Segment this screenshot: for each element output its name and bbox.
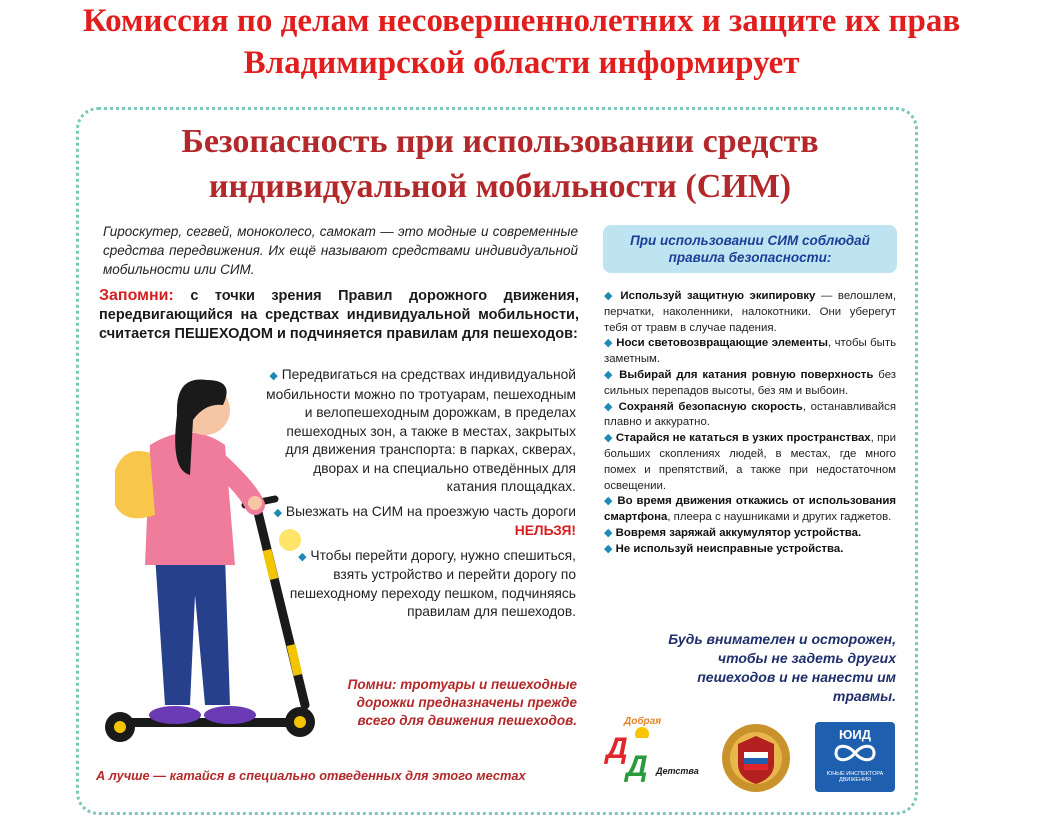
diamond-bullet-icon: ◆ bbox=[604, 337, 613, 350]
diamond-bullet-icon: ◆ bbox=[298, 550, 307, 563]
tip-item: ◆ Во время движения откажись от использования смартфона, плеера с наушниками и других гаджетов. bbox=[604, 495, 896, 524]
tip-item: ◆ Сохраняй безопасную скорость, останавливайся плавно и аккуратно. bbox=[604, 400, 897, 429]
diamond-bullet-icon: ◆ bbox=[604, 495, 614, 508]
remember-block bbox=[99, 286, 579, 344]
dobraya-doroga-logo: Д Д Добрая Детства bbox=[606, 716, 699, 783]
tip-item: ◆ Носи световозвращающие элементы, чтобы быть заметным. bbox=[604, 337, 896, 366]
diamond-bullet-icon: ◆ bbox=[269, 370, 278, 382]
diamond-bullet-icon: ◆ bbox=[604, 542, 613, 555]
pedestrian-rules bbox=[260, 366, 576, 628]
diamond-bullet-icon: ◆ bbox=[273, 506, 283, 519]
diamond-bullet-icon: ◆ bbox=[604, 526, 613, 539]
traffic-police-emblem-icon bbox=[720, 722, 792, 794]
tip-item: ◆ Старайся не кататься в узких пространствах, при больших скоплениях людей, в местах, где много помех и препятствий, а также при недостаточном освещении. bbox=[604, 432, 896, 492]
remember-text: с точки зрения Правил дорожного движения, передвигающийся на средствах индивидуальной мобильности, считается ПЕШЕХОДОМ и подчиняется правилам для пешеходов: bbox=[99, 288, 579, 342]
poster-title-line-2: индивидуальной мобильности (СИМ) bbox=[208, 168, 792, 205]
remember-label: Запомни: bbox=[99, 287, 174, 304]
infinity-icon bbox=[830, 742, 880, 764]
safety-rules-heading: При использовании СИМ соблюдай правила безопасности: bbox=[630, 233, 870, 265]
rule-item: ◆ Передвигаться на средствах индивидуальной мобильности можно по тротуарам, пешеходным и велопешеходным дорожкам, в пределах пешеходных зон, а также в местах, закрытых для движения транспорта: в парках, скверах, дворах и на специально отведённых для катания площадках. bbox=[266, 367, 576, 494]
diamond-bullet-icon: ◆ bbox=[604, 400, 614, 413]
rule-item: ◆ Выезжать на СИМ на проезжую часть дороги НЕЛЬЗЯ! bbox=[273, 503, 576, 538]
safety-tips-list bbox=[604, 289, 896, 558]
header-line-2: Владимирской области информирует bbox=[243, 45, 800, 81]
safety-rules-heading-box bbox=[603, 225, 897, 273]
diamond-bullet-icon: ◆ bbox=[604, 290, 615, 302]
diamond-bullet-icon: ◆ bbox=[604, 368, 615, 381]
sun-icon bbox=[622, 720, 662, 738]
tip-item: ◆ Используй защитную экипировку — велошлем, перчатки, наколенники, налокотники. Они уберегут тебя от травм в случае падения. bbox=[604, 290, 897, 334]
rule-item: ◆ Чтобы перейти дорогу, нужно спешиться, взять устройство и перейти дорогу по пешеходному переходу пешком, подчиняясь правилам для пешеходов. bbox=[289, 547, 576, 619]
tip-item: ◆ Не используй неисправные устройства. bbox=[604, 542, 844, 555]
tip-item: ◆ Вовремя заряжай аккумулятор устройства. bbox=[604, 526, 862, 539]
header-line-1: Комиссия по делам несовершеннолетних и защите их прав bbox=[82, 3, 961, 39]
poster-title-line-1: Безопасность при использовании средств bbox=[181, 123, 819, 160]
better-text: А лучше — катайся в специально отведенных для этого местах bbox=[96, 768, 526, 783]
uid-logo: ЮИД ЮНЫЕ ИНСПЕКТОРА ДВИЖЕНИЯ bbox=[815, 722, 895, 792]
diamond-bullet-icon: ◆ bbox=[604, 432, 613, 445]
intro-text: Гироскутер, сегвей, моноколесо, самокат — это модные и современные средства передвижения. Их ещё называют средствами индивидуальной мобильности или СИМ. bbox=[103, 224, 578, 277]
careful-text: Будь внимателен и осторожен, чтобы не задеть других пешеходов и не нанести им травмы. bbox=[668, 631, 896, 704]
tip-item: ◆ Выбирай для катания ровную поверхность без сильных перепадов высоты, без ям и выбоин. bbox=[604, 368, 897, 397]
remind-text: Помни: тротуары и пешеходные дорожки предназначены прежде всего для движения пешеходов. bbox=[347, 677, 577, 728]
